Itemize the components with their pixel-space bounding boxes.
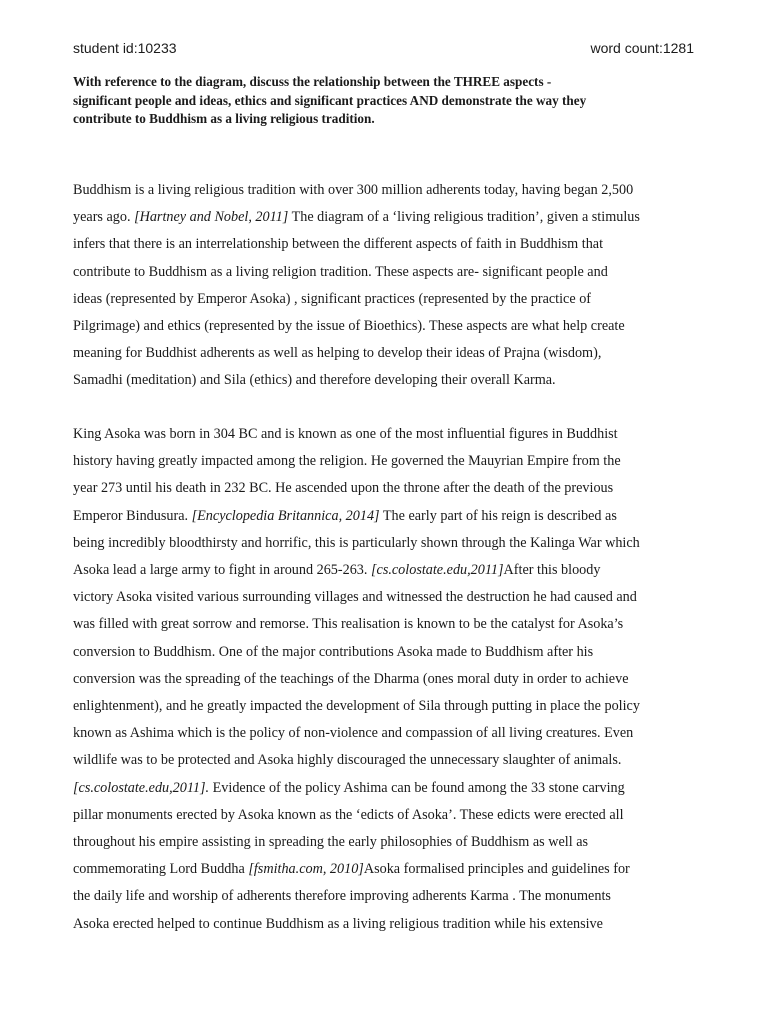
citation: [Hartney and Nobel, 2011] <box>134 209 289 226</box>
text-line: meaning for Buddhist adherents as well as helping to develop their ideas of Prajna (wisdom), <box>73 345 602 362</box>
text-line: throughout his empire assisting in spreading the early philosophies of Buddhism as well as <box>73 834 589 851</box>
text-line: Buddhism is a living religious tradition with over 300 million adherents today, having began 2,500 <box>73 182 634 198</box>
text-line <box>73 775 701 802</box>
text-line: known as Ashima which is the policy of non-violence and compassion of all living creatures. Even <box>73 725 634 742</box>
text-line: conversion was the spreading of the teachings of the Dharma (ones moral duty in order to achieve <box>73 670 629 687</box>
text-line: Pilgrimage) and ethics (represented by the issue of Bioethics). These aspects are what help create <box>73 318 625 335</box>
text-line <box>73 503 701 530</box>
text-run: The diagram of a ‘living religious tradition’, given a stimulus <box>288 209 640 226</box>
student-id: student id:10233 <box>73 40 177 56</box>
text-line: wildlife was to be protected and Asoka highly discouraged the unnecessary slaughter of animals. <box>73 752 622 769</box>
text-run: Asoka formalised principles and guidelines for <box>363 861 630 878</box>
question-line: With reference to the diagram, discuss the relationship between the THREE aspects - <box>73 74 552 89</box>
text-line: victory Asoka visited various surrounding villages and witnessed the destruction he had caused and <box>73 589 637 606</box>
citation: [fsmitha.com, 2010] <box>248 861 364 878</box>
text-line: year 273 until his death in 232 BC. He ascended upon the throne after the death of the previous <box>73 480 614 497</box>
text-line <box>73 557 701 584</box>
text-line: history having greatly impacted among the religion. He governed the Mauyrian Empire from the <box>73 453 621 470</box>
text-line: ideas (represented by Emperor Asoka) , significant practices (represented by the practice of <box>73 290 592 307</box>
text-line <box>73 856 701 883</box>
paragraph-asoka <box>73 421 701 938</box>
text-line: being incredibly bloodthirsty and horrific, this is particularly shown through the Kalinga War which <box>73 534 640 551</box>
text-line: the daily life and worship of adherents therefore improving adherents Karma . The monuments <box>73 888 611 905</box>
text-line: infers that there is an interrelationship between the different aspects of faith in Buddhism that <box>73 236 604 253</box>
citation: [Encyclopedia Britannica, 2014] <box>191 507 380 524</box>
citation: [cs.colostate.edu,2011] <box>371 562 504 579</box>
text-line: enlightenment), and he greatly impacted the development of Sila through putting in place the policy <box>73 698 640 715</box>
page-header <box>73 40 694 64</box>
text-run: Asoka lead a large army to fight in around 265-263. <box>73 562 371 579</box>
text-line: King Asoka was born in 304 BC and is known as one of the most influential figures in Buddhist <box>73 426 618 442</box>
text-line <box>73 204 701 231</box>
text-run: Emperor Bindusura. <box>73 507 192 524</box>
text-run: After this bloody <box>503 562 601 579</box>
text-run: The early part of his reign is described as <box>379 507 617 524</box>
text-line: Asoka erected helped to continue Buddhism as a living religious tradition while his extensive <box>73 915 603 932</box>
word-count: word count:1281 <box>590 40 694 56</box>
text-line: conversion to Buddhism. One of the major contributions Asoka made to Buddhism after his <box>73 643 594 660</box>
text-line: pillar monuments erected by Asoka known as the ‘edicts of Asoka’. These edicts were erected all <box>73 806 624 823</box>
question-line: significant people and ideas, ethics and significant practices AND demonstrate the way they <box>73 92 587 108</box>
essay-question <box>73 73 713 129</box>
citation: [cs.colostate.edu,2011]. <box>73 779 210 796</box>
text-run: commemorating Lord Buddha <box>73 861 249 878</box>
text-line: contribute to Buddhism as a living religion tradition. These aspects are- significant people and <box>73 263 608 280</box>
text-run: years ago. <box>73 209 135 226</box>
text-line: was filled with great sorrow and remorse. This realisation is known to be the catalyst for Asoka’s <box>73 616 624 633</box>
text-run: Evidence of the policy Ashima can be found among the 33 stone carving <box>209 779 625 796</box>
question-line: contribute to Buddhism as a living religious tradition. <box>73 111 375 126</box>
text-line: Samadhi (meditation) and Sila (ethics) and therefore developing their overall Karma. <box>73 372 556 389</box>
paragraph-intro <box>73 177 701 395</box>
